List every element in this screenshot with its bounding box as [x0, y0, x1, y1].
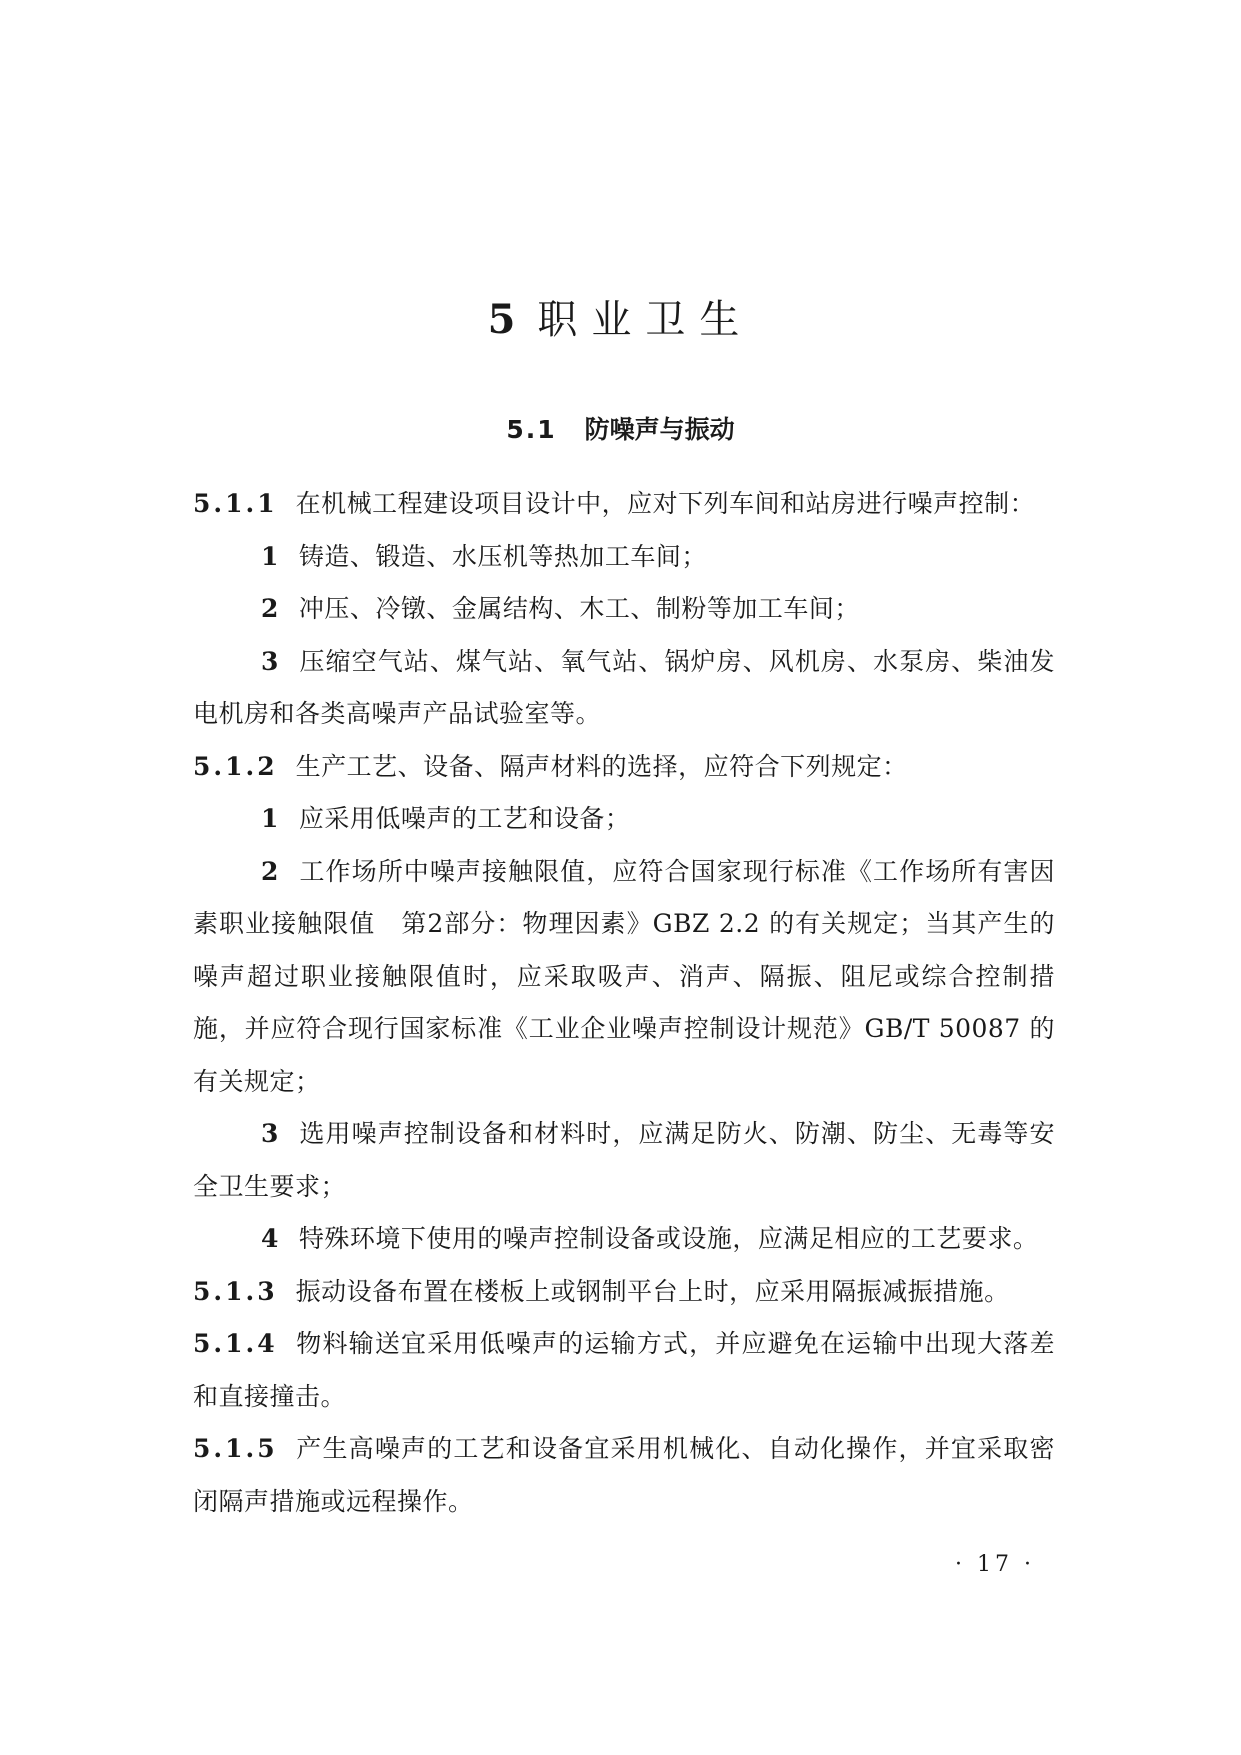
item-text: 铸造、锻造、水压机等热加工车间； [298, 541, 707, 571]
chapter-title-text: 职业卫生 [537, 297, 754, 343]
item-number: 2 [261, 856, 279, 886]
item-text: 工作场所中噪声接触限值，应符合国家现行标准《工作场所有害因素职业接触限值 第2部分：物理因素》GBZ 2.2 的有关规定；当其产生的噪声超过职业接触限值时，应采取吸声、消声、隔振、阻尼或综合控制措施，并应符合现行国家标准《工业企业噪声控制设计规范》GB/T 50087 的有关规定； [193, 856, 1055, 1096]
clause-number: 5.1.1 [193, 489, 278, 518]
item-text: 选用噪声控制设备和材料时，应满足防火、防潮、防尘、无毒等安全卫生要求； [193, 1119, 1055, 1201]
item-text: 冲压、冷镦、金属结构、木工、制粉等加工车间； [298, 594, 860, 623]
clause-text: 在机械工程建设项目设计中，应对下列车间和站房进行噪声控制： [295, 489, 1036, 518]
clause-number: 5.1.4 [193, 1329, 278, 1358]
item-text: 压缩空气站、煤气站、氧气站、锅炉房、风机房、水泵房、柴油发电机房和各类高噪声产品试验室等。 [193, 646, 1055, 728]
list-item [193, 583, 1055, 636]
clause-number: 5.1.2 [193, 751, 278, 781]
item-number: 1 [261, 804, 279, 833]
list-item [193, 846, 1055, 1109]
clause-number: 5.1.5 [193, 1434, 278, 1463]
section-title [0, 410, 1241, 446]
body-text [193, 478, 1055, 1528]
item-number: 2 [261, 594, 279, 623]
item-number: 3 [261, 1119, 279, 1148]
item-number: 1 [261, 541, 279, 571]
item-text: 应采用低噪声的工艺和设备； [298, 804, 631, 833]
section-title-text: 防噪声与振动 [584, 415, 735, 444]
chapter-number: 5 [487, 296, 516, 343]
clause [193, 1318, 1055, 1423]
clause [193, 478, 1055, 531]
clause-text: 生产工艺、设备、隔声材料的选择，应符合下列规定： [295, 751, 908, 781]
item-number: 3 [261, 646, 279, 676]
item-text: 特殊环境下使用的噪声控制设备或设施，应满足相应的工艺要求。 [298, 1224, 1039, 1253]
clause-number: 5.1.3 [193, 1276, 278, 1306]
list-item [193, 1108, 1055, 1213]
list-item [193, 531, 1055, 584]
clause-text: 产生高噪声的工艺和设备宜采用机械化、自动化操作，并宜采取密闭隔声措施或远程操作。 [193, 1434, 1055, 1516]
list-item [193, 636, 1055, 741]
clause [193, 741, 1055, 794]
clause-text: 物料输送宜采用低噪声的运输方式，并应避免在运输中出现大落差和直接撞击。 [193, 1329, 1055, 1411]
clause [193, 1266, 1055, 1319]
item-number: 4 [261, 1224, 279, 1253]
clause [193, 1423, 1055, 1528]
list-item [193, 1213, 1055, 1266]
list-item [193, 793, 1055, 846]
section-number: 5.1 [506, 415, 557, 444]
chapter-title [0, 288, 1241, 345]
clause-text: 振动设备布置在楼板上或钢制平台上时，应采用隔振减振措施。 [295, 1276, 1010, 1306]
page-number: · 17 · [955, 1552, 1035, 1577]
